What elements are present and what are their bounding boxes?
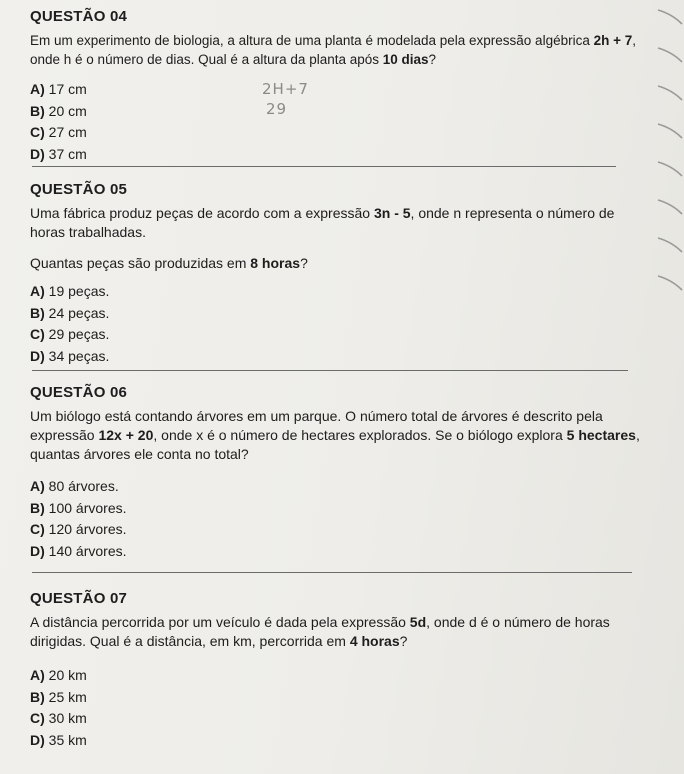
- divider-1: [32, 166, 616, 167]
- divider-3: [32, 572, 632, 573]
- option-b[interactable]: B) 100 árvores.: [30, 499, 127, 516]
- option-b[interactable]: B) 24 peças.: [30, 304, 110, 321]
- option-b[interactable]: B) 20 cm: [30, 102, 87, 119]
- question-07: [30, 590, 640, 751]
- question-06-options: [30, 476, 640, 562]
- question-06: [30, 384, 640, 562]
- option-d[interactable]: D) 34 peças.: [30, 347, 110, 364]
- option-a[interactable]: A) 80 árvores.: [30, 478, 119, 494]
- divider-2: [32, 370, 628, 371]
- question-06-title: QUESTÃO 06: [30, 384, 128, 401]
- option-a[interactable]: A) 20 km: [30, 667, 87, 683]
- option-c[interactable]: C) 30 km: [30, 710, 87, 726]
- handwritten-note-result: 29: [266, 100, 288, 118]
- option-c[interactable]: C) 27 cm: [30, 124, 87, 140]
- notebook-spiral-icon: [644, 0, 684, 774]
- option-c[interactable]: C) 29 peças.: [30, 326, 110, 342]
- option-d[interactable]: D) 35 km: [30, 731, 87, 748]
- question-05: [30, 181, 640, 367]
- option-b[interactable]: B) 25 km: [30, 688, 87, 705]
- option-c[interactable]: C) 120 árvores.: [30, 521, 127, 537]
- question-04-text: Em um experimento de biologia, a altura de uma planta é modelada pela expressão algébrica 2h + 7, onde h é o número de dias. Qual é a altura da planta após 10 dias?: [30, 33, 637, 67]
- question-06-text: Um biólogo está contando árvores em um parque. O número total de árvores é descrito pela expressão 12x + 20, onde x é o número de hectares explorados. Se o biólogo explora 5 hectares, quantas árvores ele conta no total?: [30, 408, 640, 462]
- option-a[interactable]: A) 19 peças.: [30, 283, 110, 299]
- question-04-options: [30, 79, 640, 165]
- question-04: [30, 8, 640, 165]
- handwritten-note-expression: 2H+7: [262, 80, 309, 98]
- question-07-options: [30, 665, 640, 751]
- option-d[interactable]: D) 37 cm: [30, 145, 87, 162]
- option-d[interactable]: D) 140 árvores.: [30, 542, 127, 559]
- question-05-prompt: Quantas peças são produzidas em 8 horas?: [30, 255, 308, 271]
- question-07-text: A distância percorrida por um veículo é dada pela expressão 5d, onde d é o número de horas dirigidas. Qual é a distância, em km, percorrida em 4 horas?: [30, 614, 610, 649]
- question-05-title: QUESTÃO 05: [30, 181, 128, 198]
- question-04-title: QUESTÃO 04: [30, 8, 128, 25]
- option-a[interactable]: A) 17 cm: [30, 81, 87, 97]
- question-07-title: QUESTÃO 07: [30, 590, 128, 607]
- question-05-text: Uma fábrica produz peças de acordo com a expressão 3n - 5, onde n representa o número de horas trabalhadas.: [30, 205, 615, 240]
- question-05-options: [30, 281, 640, 367]
